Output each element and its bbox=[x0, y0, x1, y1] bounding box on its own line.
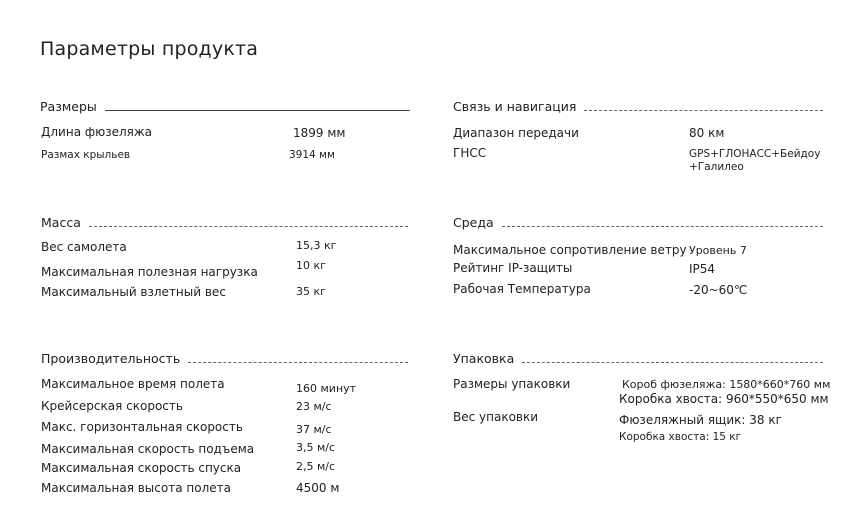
spec-label: Максимальный взлетный вес bbox=[41, 285, 226, 299]
spec-value: 80 км bbox=[689, 126, 725, 140]
section-title: Упаковка bbox=[453, 351, 515, 366]
spec-label: Размах крыльев bbox=[41, 149, 131, 161]
section-title: Размеры bbox=[40, 99, 97, 114]
spec-value: 3914 мм bbox=[289, 149, 335, 161]
section-environment bbox=[453, 212, 823, 230]
spec-value: 10 кг bbox=[296, 259, 326, 272]
spec-value: Уровень 7 bbox=[689, 244, 747, 257]
spec-value: 160 минут bbox=[296, 382, 357, 395]
spec-value: 35 кг bbox=[296, 285, 326, 298]
section-divider bbox=[502, 226, 823, 227]
section-dimensions bbox=[40, 96, 410, 114]
spec-label: Крейсерская скорость bbox=[41, 399, 183, 413]
section-packaging bbox=[453, 348, 823, 366]
section-title: Среда bbox=[453, 215, 494, 230]
spec-value-continued: Коробка хвоста: 960*550*650 мм bbox=[619, 392, 829, 406]
spec-label: Максимальная полезная нагрузка bbox=[41, 265, 258, 279]
section-mass bbox=[41, 212, 408, 230]
spec-label: Диапазон передачи bbox=[453, 126, 579, 140]
spec-value-continued: Коробка хвоста: 15 кг bbox=[619, 431, 742, 443]
spec-value: -20~60℃ bbox=[689, 283, 748, 297]
section-divider bbox=[105, 110, 410, 111]
spec-value: Фюзеляжный ящик: 38 кг bbox=[619, 413, 782, 427]
spec-label: Размеры упаковки bbox=[453, 377, 571, 391]
spec-label: Вес самолета bbox=[41, 240, 127, 254]
spec-label: Максимальная скорость спуска bbox=[41, 461, 242, 475]
spec-value-continued: +Галилео bbox=[689, 161, 744, 173]
page-title: Параметры продукта bbox=[40, 38, 259, 60]
section-divider bbox=[89, 226, 408, 227]
spec-label: Вес упаковки bbox=[453, 410, 539, 424]
spec-value: IP54 bbox=[689, 262, 716, 276]
spec-value: 2,5 м/с bbox=[296, 460, 336, 473]
spec-label: Длина фюзеляжа bbox=[41, 125, 153, 139]
spec-value: Короб фюзеляжа: 1580*660*760 мм bbox=[622, 378, 831, 391]
spec-label: Макс. горизонтальная скорость bbox=[41, 420, 243, 434]
spec-label: ГНСС bbox=[453, 146, 487, 160]
spec-value: 4500 м bbox=[296, 481, 340, 495]
spec-label: Рейтинг IP-защиты bbox=[453, 261, 573, 275]
spec-value: 3,5 м/с bbox=[296, 441, 336, 454]
section-title: Производительность bbox=[41, 351, 181, 366]
section-comm bbox=[453, 96, 823, 114]
section-divider bbox=[584, 110, 823, 111]
spec-label: Максимальная скорость подъема bbox=[41, 442, 255, 456]
spec-label: Максимальное время полета bbox=[41, 377, 225, 391]
section-title: Масса bbox=[41, 215, 81, 230]
spec-value: 23 м/с bbox=[296, 400, 332, 413]
section-divider bbox=[188, 362, 408, 363]
spec-value: 1899 мм bbox=[293, 126, 346, 140]
section-performance bbox=[41, 348, 408, 366]
section-divider bbox=[522, 362, 823, 363]
spec-label: Максимальное сопротивление ветру bbox=[453, 243, 687, 257]
spec-label: Максимальная высота полета bbox=[41, 481, 231, 495]
spec-value: 37 м/с bbox=[296, 423, 332, 436]
section-title: Связь и навигация bbox=[453, 99, 577, 114]
spec-value: 15,3 кг bbox=[296, 239, 337, 252]
spec-value: GPS+ГЛОНАСС+Бейдоу bbox=[689, 148, 821, 160]
spec-label: Рабочая Температура bbox=[453, 282, 591, 296]
